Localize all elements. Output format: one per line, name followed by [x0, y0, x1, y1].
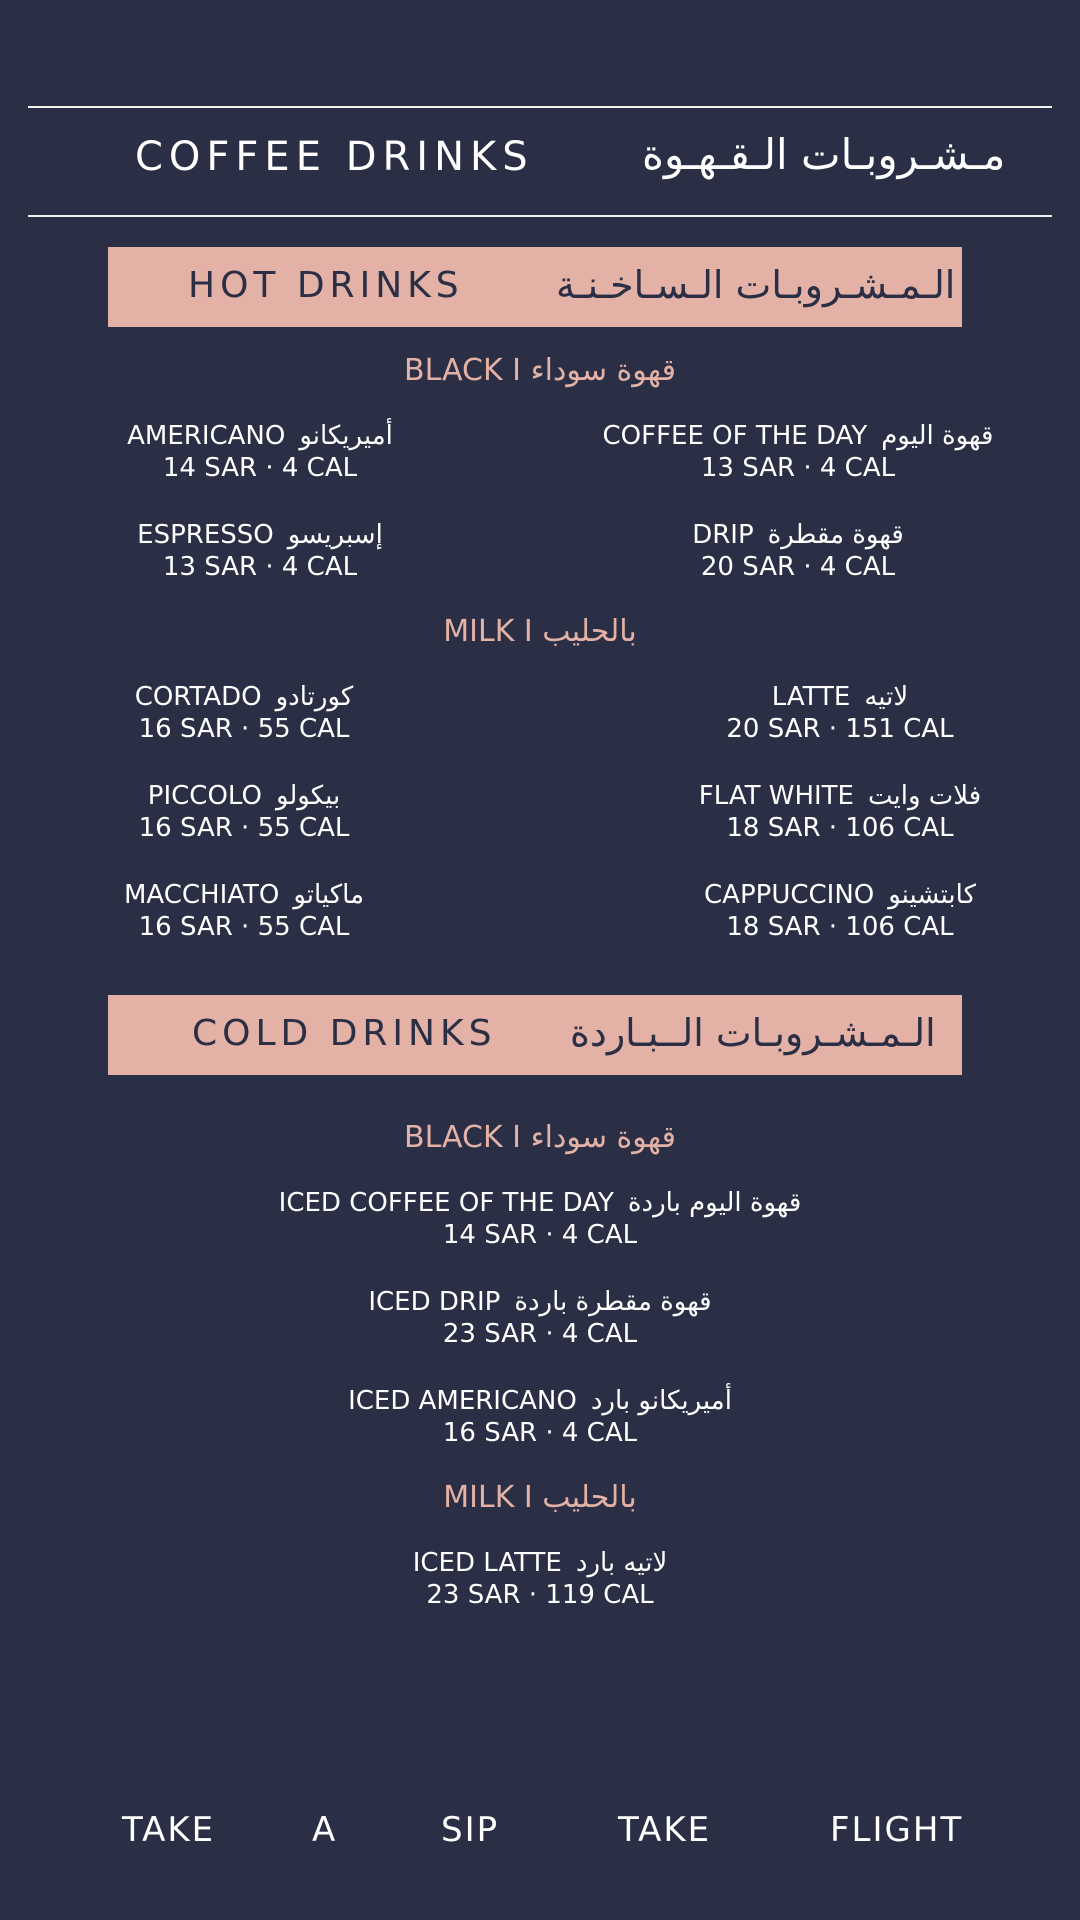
menu-item-iced-drip: [0, 1286, 1080, 1350]
cold-drinks-label-en: COLD DRINKS: [192, 1013, 497, 1054]
item-price: 16 SAR · 55 CAL: [138, 714, 350, 744]
menu-title-en: COFFEE DRINKS: [135, 134, 534, 180]
tagline-word: A: [312, 1810, 338, 1850]
item-name: CAPPUCCINO كابتشينو: [704, 880, 976, 910]
item-name: PICCOLO بيكولو: [147, 781, 341, 811]
item-name: ICED DRIP قهوة مقطرة باردة: [368, 1287, 712, 1317]
item-name: MACCHIATO ماكياتو: [123, 880, 365, 910]
menu-item-iced-americano: [0, 1385, 1080, 1449]
item-name: ICED COFFEE OF THE DAY قهوة اليوم باردة: [278, 1188, 802, 1218]
cold-drinks-label-ar: الـمـشـروبـات الــبـاردة: [570, 1011, 936, 1055]
item-price: 13 SAR · 4 CAL: [700, 453, 896, 483]
menu-item-macchiato: [34, 879, 454, 943]
menu-title-ar: مـشـروبـات الـقـهـوة: [642, 130, 1006, 179]
cold-drinks-banner: [108, 995, 962, 1075]
item-name: ESPRESSO إسبريسو: [137, 520, 383, 550]
menu-item-iced-coffee-of-the-day: [0, 1187, 1080, 1251]
header-top-rule: [28, 106, 1052, 108]
hot-milk-heading: MILK I بالحليب: [443, 614, 637, 649]
cold-milk-heading: MILK I بالحليب: [443, 1480, 637, 1515]
hot-drinks-label-en: HOT DRINKS: [188, 265, 464, 306]
item-price: 23 SAR · 119 CAL: [426, 1580, 654, 1610]
menu-title: [0, 130, 1080, 190]
item-name: DRIP قهوة مقطرة: [692, 520, 904, 550]
tagline-word: FLIGHT: [830, 1810, 964, 1850]
menu-item-latte: [630, 681, 1050, 745]
menu-item-iced-latte: [0, 1547, 1080, 1611]
item-name: AMERICANO أميريكانو: [127, 421, 393, 451]
item-price: 18 SAR · 106 CAL: [726, 813, 954, 843]
tagline-word: SIP: [441, 1810, 500, 1850]
item-name: FLAT WHITE فلات وايت: [698, 781, 982, 811]
menu-item-cortado: [34, 681, 454, 745]
tagline-word: TAKE: [122, 1810, 216, 1850]
footer-tagline: [0, 1810, 1080, 1850]
menu-item-americano: [50, 420, 470, 484]
menu-item-coffee-of-the-day: [588, 420, 1008, 484]
item-name: COFFEE OF THE DAY قهوة اليوم: [602, 421, 994, 451]
hot-drinks-banner: [108, 247, 962, 327]
item-price: 16 SAR · 55 CAL: [138, 912, 350, 942]
item-name: CORTADO كورتادو: [134, 682, 354, 712]
menu-item-espresso: [50, 519, 470, 583]
item-name: LATTE لاتيه: [771, 682, 909, 712]
item-name: ICED AMERICANO أميريكانو بارد: [348, 1386, 732, 1416]
item-price: 20 SAR · 4 CAL: [700, 552, 896, 582]
item-price: 16 SAR · 4 CAL: [442, 1418, 638, 1448]
menu-item-piccolo: [34, 780, 454, 844]
hot-black-heading: BLACK I قهوة سوداء: [404, 353, 676, 388]
item-price: 18 SAR · 106 CAL: [726, 912, 954, 942]
menu-item-flat-white: [630, 780, 1050, 844]
item-price: 14 SAR · 4 CAL: [162, 453, 358, 483]
menu-item-drip: [588, 519, 1008, 583]
header-bottom-rule: [28, 215, 1052, 217]
item-price: 23 SAR · 4 CAL: [442, 1319, 638, 1349]
item-price: 20 SAR · 151 CAL: [726, 714, 954, 744]
item-name: ICED LATTE لاتيه بارد: [412, 1548, 668, 1578]
menu-item-cappuccino: [630, 879, 1050, 943]
cold-black-heading: BLACK I قهوة سوداء: [404, 1120, 676, 1155]
item-price: 13 SAR · 4 CAL: [162, 552, 358, 582]
hot-drinks-label-ar: الـمـشـروبـات الـسـاخـنـة: [556, 263, 956, 307]
item-price: 14 SAR · 4 CAL: [442, 1220, 638, 1250]
item-price: 16 SAR · 55 CAL: [138, 813, 350, 843]
tagline-word: TAKE: [618, 1810, 712, 1850]
